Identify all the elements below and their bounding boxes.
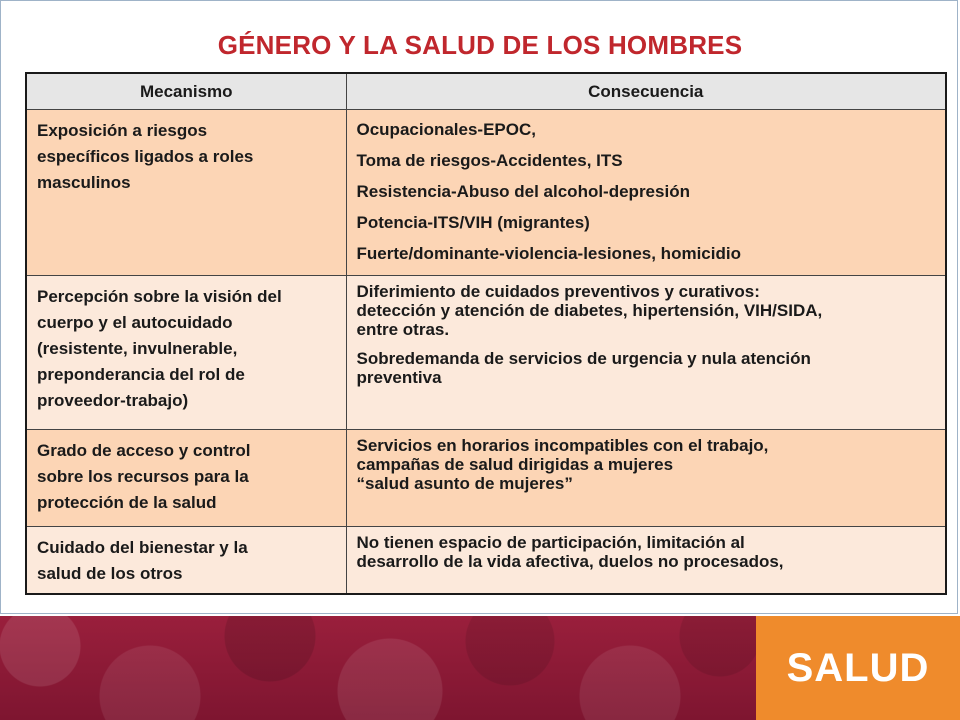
cell-line: específicos ligados a roles	[37, 147, 254, 166]
cell-paragraph	[357, 533, 936, 571]
footer-pattern	[0, 616, 756, 720]
mecanismo-cell	[26, 276, 346, 430]
cell-line: Sobredemanda de servicios de urgencia y nula atención	[356, 349, 811, 368]
cell-line: desarrollo de la vida afectiva, duelos no procesados,	[356, 552, 784, 571]
cell-line: salud de los otros	[37, 564, 183, 583]
mecanismo-cell	[26, 430, 346, 527]
cell-paragraph	[357, 349, 936, 387]
cell-line: Resistencia-Abuso del alcohol-depresión	[356, 182, 690, 201]
cell-line: (resistente, invulnerable,	[37, 339, 238, 358]
brand-logo-text: SALUD	[786, 645, 930, 690]
cell-line: Grado de acceso y control	[37, 441, 251, 460]
cell-line: “salud asunto de mujeres”	[356, 474, 573, 493]
cell-line: Toma de riesgos-Accidentes, ITS	[356, 151, 623, 170]
consecuencia-cell	[346, 430, 946, 527]
cell-line: sobre los recursos para la	[37, 467, 249, 486]
table-row	[26, 110, 946, 276]
cell-line: Servicios en horarios incompatibles con el trabajo,	[356, 436, 769, 455]
cell-line: preponderancia del rol de	[37, 365, 245, 384]
cell-line: Potencia-ITS/VIH (migrantes)	[356, 213, 590, 232]
cell-line: preventiva	[356, 368, 442, 387]
cell-paragraph	[357, 436, 936, 493]
brand-block	[756, 616, 960, 720]
table-row	[26, 527, 946, 595]
table-row	[26, 430, 946, 527]
cell-line: Exposición a riesgos	[37, 121, 208, 140]
footer-band	[0, 616, 960, 720]
slide-title: GÉNERO Y LA SALUD DE LOS HOMBRES	[217, 30, 743, 60]
header-mecanismo: Mecanismo	[26, 73, 346, 110]
cell-line: Cuidado del bienestar y la	[37, 538, 248, 557]
consecuencia-cell	[346, 110, 946, 276]
cell-line: Percepción sobre la visión del	[37, 287, 282, 306]
cell-line: Fuerte/dominante-violencia-lesiones, homicidio	[356, 244, 741, 263]
table-row	[26, 276, 946, 430]
cell-line: Ocupacionales-EPOC,	[356, 120, 536, 139]
cell-paragraph	[357, 282, 936, 339]
cell-line: detección y atención de diabetes, hipertensión, VIH/SIDA,	[356, 301, 823, 320]
cell-line: proveedor-trabajo)	[37, 391, 189, 410]
cell-line: masculinos	[37, 173, 131, 192]
mechanism-table	[25, 72, 947, 595]
cell-line: No tienen espacio de participación, limitación al	[356, 533, 745, 552]
consecuencia-cell	[346, 276, 946, 430]
cell-line: campañas de salud dirigidas a mujeres	[356, 455, 674, 474]
header-consecuencia: Consecuencia	[346, 73, 946, 110]
mecanismo-cell	[26, 527, 346, 595]
mecanismo-cell	[26, 110, 346, 276]
cell-line: cuerpo y el autocuidado	[37, 313, 233, 332]
consecuencia-cell	[346, 527, 946, 595]
cell-line: protección de la salud	[37, 493, 217, 512]
cell-line: Diferimiento de cuidados preventivos y curativos:	[356, 282, 760, 301]
cell-line: entre otras.	[356, 320, 450, 339]
